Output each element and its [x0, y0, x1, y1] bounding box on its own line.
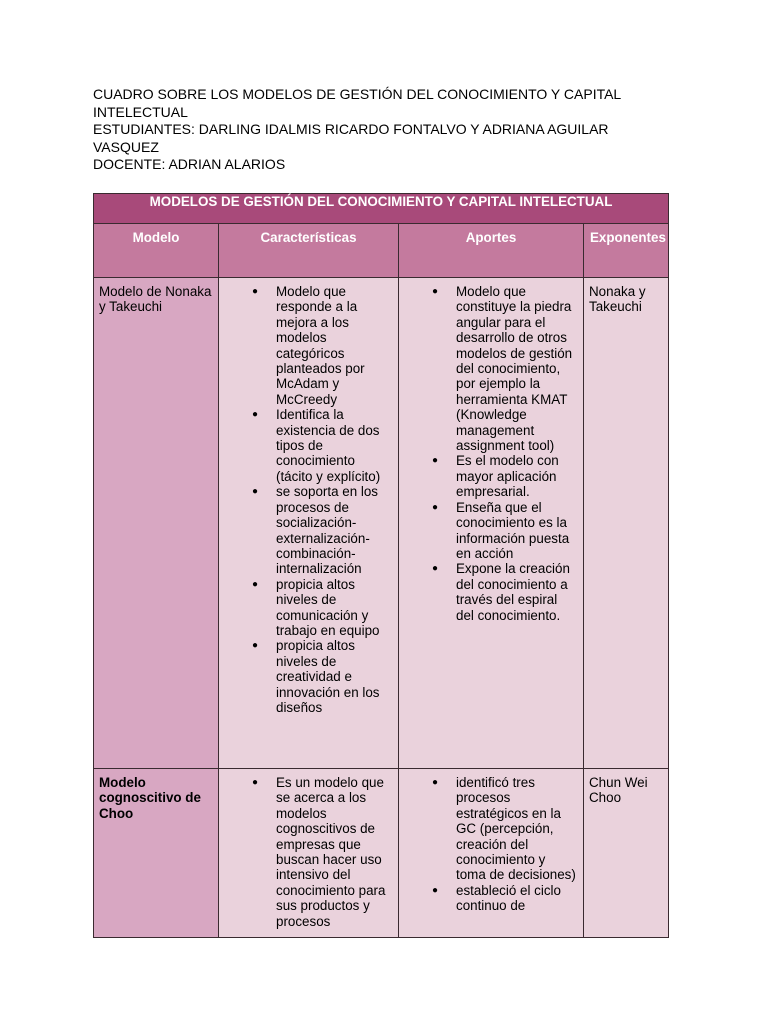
column-header-caracteristicas: Características: [219, 224, 399, 278]
table-title-row: [94, 194, 669, 224]
cell-aportes: [399, 769, 584, 938]
cell-exponentes: Nonaka y Takeuchi: [584, 278, 669, 769]
cell-exponentes: Chun Wei Choo: [584, 769, 669, 938]
column-header-exponentes: Exponentes: [584, 224, 669, 278]
column-header-modelo: Modelo: [94, 224, 219, 278]
teacher-line: DOCENTE: ADRIAN ALARIOS: [93, 156, 286, 172]
caracteristicas-list: [224, 284, 393, 715]
table-row: [94, 769, 669, 938]
caracteristicas-list: [224, 775, 393, 929]
document-title: CUADRO SOBRE LOS MODELOS DE GESTIÓN DEL CONOCIMIENTO Y CAPITAL INTELECTUAL: [93, 86, 621, 120]
aportes-list: [404, 775, 578, 914]
models-table: [93, 193, 669, 938]
table-row: [94, 278, 669, 769]
list-item: ● Enseña que el conocimiento es la información puesta en acción: [456, 500, 578, 562]
cell-caracteristicas: [219, 278, 399, 769]
list-item: ● Modelo que responde a la mejora a los modelos categóricos planteados por McAdam y McCreedy: [276, 284, 393, 407]
list-item: ● Modelo que constituye la piedra angular para el desarrollo de otros modelos de gestión del conocimiento, por ejemplo la herramienta KMAT (Knowledge management assignment tool): [456, 284, 578, 453]
list-item: ● propicia altos niveles de creatividad e innovación en los diseños: [276, 638, 393, 715]
list-item: ● propicia altos niveles de comunicación y trabajo en equipo: [276, 577, 393, 639]
cell-caracteristicas: [219, 769, 399, 938]
cell-modelo: Modelo de Nonaka y Takeuchi: [94, 278, 219, 769]
list-item: ● estableció el ciclo continuo de: [456, 883, 578, 914]
table-header-row: [94, 224, 669, 278]
list-item: ● identificó tres procesos estratégicos en la GC (percepción, creación del conocimiento y toma de decisiones): [456, 775, 578, 883]
list-item: ● Identifica la existencia de dos tipos de conocimiento (tácito y explícito): [276, 407, 393, 484]
document-header: [93, 86, 653, 174]
list-item: ● se soporta en los procesos de socialización-externalización-combinación-internalización: [276, 484, 393, 576]
list-item: ● Expone la creación del conocimiento a través del espiral del conocimiento.: [456, 561, 578, 623]
cell-aportes: [399, 278, 584, 769]
column-header-aportes: Aportes: [399, 224, 584, 278]
aportes-list: [404, 284, 578, 623]
table-title: MODELOS DE GESTIÓN DEL CONOCIMIENTO Y CAPITAL INTELECTUAL: [94, 194, 669, 224]
list-item: ● Es un modelo que se acerca a los modelos cognoscitivos de empresas que buscan hacer uso intensivo del conocimiento para sus productos y procesos: [276, 775, 393, 929]
students-line: ESTUDIANTES: DARLING IDALMIS RICARDO FONTALVO Y ADRIANA AGUILAR VASQUEZ: [93, 121, 609, 155]
list-item: ● Es el modelo con mayor aplicación empresarial.: [456, 453, 578, 499]
cell-modelo: Modelo cognoscitivo de Choo: [94, 769, 219, 938]
